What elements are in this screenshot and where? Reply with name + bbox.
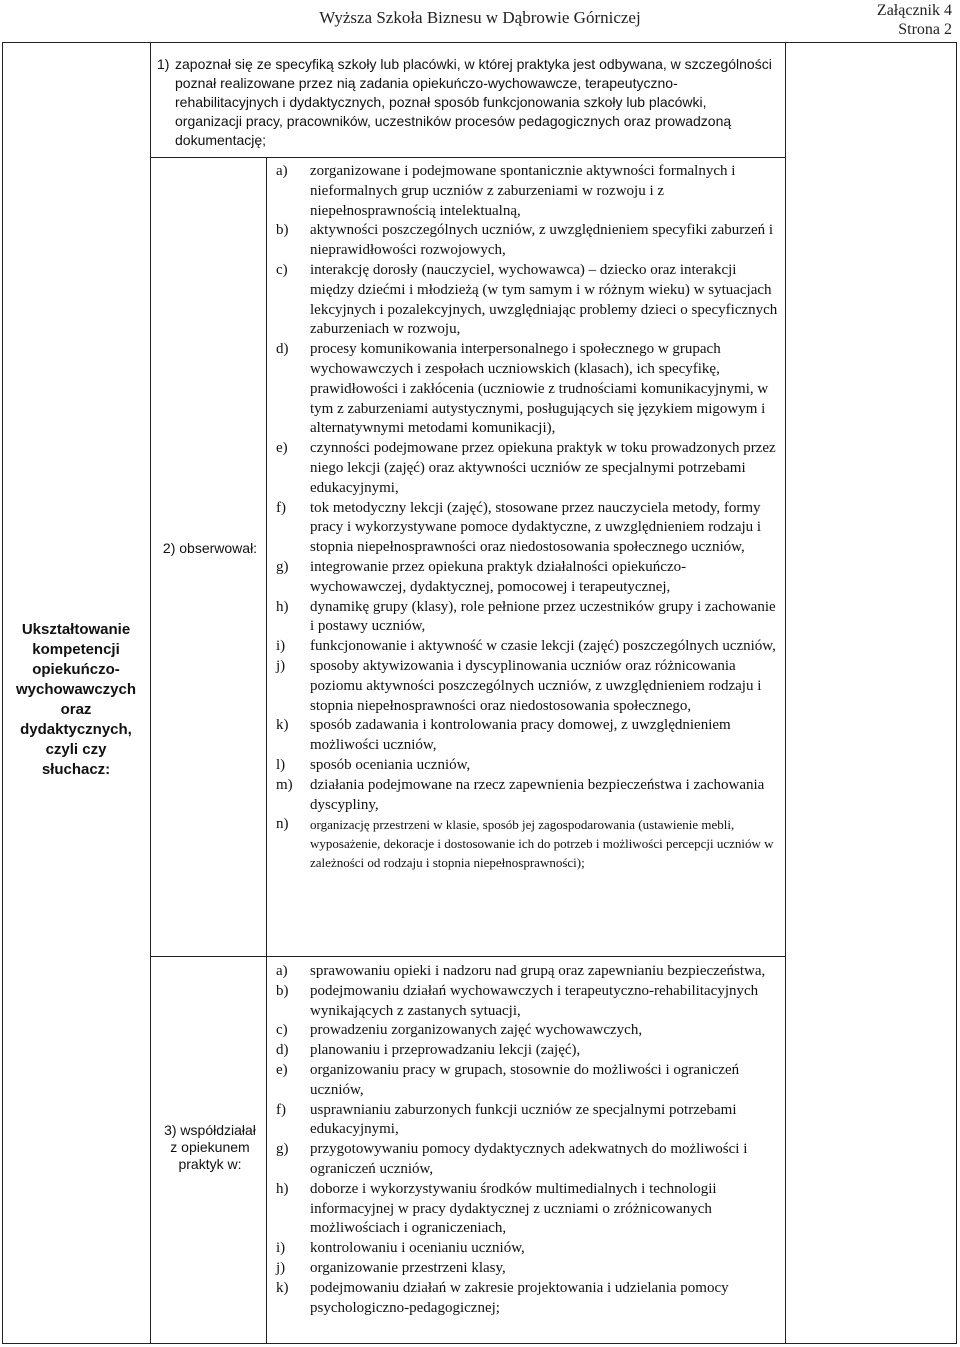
item-text: podejmowaniu działań wychowawczych i terapeutyczno-rehabilitacyjnych wynikających z zastanych sytuacji, — [310, 982, 759, 1019]
row-divider-1 — [150, 157, 786, 158]
page-info — [877, 1, 952, 39]
list-item — [276, 1279, 781, 1319]
item-text: organizowanie przestrzeni klasy, — [310, 1259, 506, 1276]
list-item — [276, 261, 781, 340]
item-text: funkcjonowanie i aktywność w czasie lekcji (zajęć) poszczególnych uczniów, — [310, 638, 776, 655]
item-text: procesy komunikowania interpersonalnego i społecznego w grupach wychowawczych i zespołach uczniowskich (klasach), ich specyfikę, prawidłowości i zakłócenia (uczniowie z trudnościami komunikacyjnymi, w tym z zaburzeniami autystycznymi, posługujących się językiem migowym i alternatywnymi metodami komunikacji), — [310, 341, 769, 437]
list-item — [276, 815, 781, 872]
item-letter: g) — [276, 1141, 289, 1158]
item-text: sprawowaniu opieki i nadzoru nad grupą oraz zapewnianiu bezpieczeństwa, — [310, 963, 766, 979]
item-text: interakcję dorosły (nauczyciel, wychowawca) – dziecko oraz interakcji między dziećmi i młodzieżą (w tym samym i w różnym wieku) w sytuacjach lekcyjnych i pozalekcyjnych, uwzględniając problemy dzieci o specyficznych zaburzeniach w rozwoju, — [310, 261, 778, 338]
competence-heading-line: Ukształtowanie — [21, 621, 131, 638]
item-letter: e) — [276, 440, 288, 457]
item-text: kontrolowaniu i ocenianiu uczniów, — [310, 1240, 525, 1257]
item-letter: m) — [276, 776, 293, 793]
item-letter: b) — [276, 222, 289, 239]
section-3-label-line: praktyk w: — [178, 1156, 242, 1172]
item-letter: k) — [276, 1279, 289, 1296]
item-letter: d) — [276, 341, 289, 358]
cooperation-list — [276, 962, 781, 1318]
point-1 — [157, 55, 777, 150]
list-item — [276, 657, 781, 716]
item-text: sposób zadawania i kontrolowania pracy domowej, z uwzględnieniem możliwości uczniów, — [310, 717, 731, 754]
item-letter: f) — [276, 1101, 286, 1118]
section-3-label-line: z opiekunem — [170, 1139, 250, 1155]
item-text: czynności podejmowane przez opiekuna praktyk w toku prowadzonych przez niego lekcji (zajęć) oraz aktywności uczniów ze specjalnymi potrzebami edukacyjnymi, — [310, 440, 776, 496]
attachment-label: Załącznik 4 — [876, 2, 952, 19]
list-item — [276, 1259, 781, 1279]
list-item — [276, 1239, 781, 1259]
competence-heading-line: opiekuńczo- — [32, 661, 120, 678]
item-letter: h) — [276, 1180, 289, 1197]
item-text: podejmowaniu działań w zakresie projektowania i udzielania pomocy psychologiczno-pedagogicznej; — [310, 1279, 729, 1316]
list-item — [276, 776, 781, 816]
list-item — [276, 1101, 781, 1141]
item-text: organizowaniu pracy w grupach, stosownie do możliwości i ograniczeń uczniów, — [310, 1061, 740, 1098]
item-letter: f) — [276, 499, 286, 516]
item-letter: i) — [276, 1240, 286, 1257]
table-border-left — [2, 42, 3, 1344]
item-text: integrowanie przez opiekuna praktyk działalności opiekuńczo-wychowawczej, dydaktycznej, pomocowej i terapeutycznej, — [310, 558, 687, 595]
item-letter: d) — [276, 1042, 289, 1059]
observation-list — [276, 162, 781, 872]
section-3-label — [155, 1122, 265, 1173]
item-text: aktywności poszczególnych uczniów, z uwzględnieniem specyfiki zaburzeń i nieprawidłowości rozwojowych, — [310, 222, 774, 259]
section-2-label: 2) obserwował: — [162, 540, 258, 556]
item-text: dynamikę grupy (klasy), role pełnione przez uczestników grupy i zachowanie i postawy uczniów, — [310, 598, 776, 635]
item-letter: l) — [276, 756, 286, 773]
competence-heading-line: oraz — [60, 701, 92, 718]
list-item — [276, 598, 781, 638]
list-item — [276, 1140, 781, 1180]
point-1-text: zapoznał się ze specyfiką szkoły lub placówki, w której praktyka jest odbywana, w szczególności poznał realizowane przez nią zadania opiekuńczo-wychowawcze, terapeutyczno-rehabilitacyjnych i dydaktycznych, poznał sposób funkcjonowania szkoły lub placówki, organizacji pracy, pracowników, uczestników procesów pedagogicznych oraz prowadzoną dokumentację; — [175, 56, 772, 148]
item-text: przygotowywaniu pomocy dydaktycznych adekwatnych do możliwości i ograniczeń uczniów, — [310, 1141, 748, 1177]
column-divider-1 — [150, 42, 151, 1344]
table-border-right — [956, 42, 957, 1344]
item-letter: g) — [276, 558, 289, 575]
list-item — [276, 1061, 781, 1101]
list-item — [276, 558, 781, 598]
competence-heading-line: słuchacz: — [41, 761, 111, 778]
item-letter: j) — [276, 1259, 286, 1276]
competence-heading-line: dydaktycznych, — [20, 721, 132, 738]
item-text: organizację przestrzeni w klasie, sposób jej zagospodarowania (ustawienie mebli, wyposażenie, dekoracje i dostosowanie ich do potrzeb i możliwości percepcji uczniów w zależności od rodzaju i stopnia niepełnosprawności); — [310, 817, 774, 871]
item-letter: h) — [276, 598, 289, 615]
item-letter: b) — [276, 982, 289, 999]
item-letter: j) — [276, 657, 286, 674]
list-item — [276, 716, 781, 756]
item-letter: n) — [276, 816, 289, 833]
item-letter: a) — [276, 963, 288, 979]
row-divider-2 — [150, 956, 786, 957]
item-text: zorganizowane i podejmowane spontanicznie aktywności formalnych i nieformalnych grup uczniów z zaburzeniami w rozwoju i z niepełnosprawnością intelektualną, — [310, 163, 736, 219]
competence-heading-line: kompetencji — [32, 641, 120, 658]
item-letter: i) — [276, 638, 286, 655]
item-letter: c) — [276, 1022, 288, 1039]
competence-heading-line: czyli czy — [45, 741, 107, 758]
list-item — [276, 756, 781, 776]
item-text: usprawnianiu zaburzonych funkcji uczniów ze specjalnymi potrzebami edukacyjnymi, — [310, 1101, 737, 1138]
column-divider-3 — [785, 42, 786, 1344]
item-text: sposoby aktywizowania i dyscyplinowania uczniów oraz różnicowania poziomu aktywności poszczególnych uczniów, z uwzględnieniem rodzaju i stopnia niepełnosprawności oraz niedostosowania społecznego, — [310, 657, 762, 714]
item-text: planowaniu i przeprowadzaniu lekcji (zajęć), — [310, 1042, 581, 1059]
table-border-bottom — [2, 1343, 957, 1344]
section-3-label-line: 3) współdziałał — [164, 1122, 256, 1138]
list-item — [276, 982, 781, 1022]
item-letter: c) — [276, 261, 288, 278]
column-divider-2 — [266, 157, 267, 1344]
page-number: Strona 2 — [898, 21, 952, 38]
item-letter: e) — [276, 1061, 288, 1078]
list-item — [276, 962, 781, 982]
list-item — [276, 637, 781, 657]
table-border-top — [2, 42, 957, 43]
list-item — [276, 162, 781, 221]
list-item — [276, 499, 781, 558]
list-item — [276, 439, 781, 498]
list-item — [276, 1041, 781, 1061]
item-letter: k) — [276, 717, 289, 734]
list-item — [276, 1180, 781, 1239]
item-text: sposób oceniania uczniów, — [310, 756, 471, 773]
list-item — [276, 1021, 781, 1041]
competence-heading-line: wychowawczych — [15, 681, 137, 698]
school-name: Wyższa Szkoła Biznesu w Dąbrowie Górniczej — [319, 8, 641, 27]
item-text: działania podejmowane na rzecz zapewnienia bezpieczeństwa i zachowania dyscypliny, — [310, 776, 765, 813]
item-text: doborze i wykorzystywaniu środków multimedialnych i technologii informacyjnej w pracy dydaktycznej z uczniami o zróżnicowanych możliwościach i ograniczeniach, — [310, 1180, 717, 1237]
competence-heading — [6, 620, 146, 780]
list-item — [276, 221, 781, 261]
item-text: tok metodyczny lekcji (zajęć), stosowane przez nauczyciela metody, formy pracy i wykorzystywane pomoce dydaktyczne, z uwzględnieniem rodzaju i stopnia niepełnosprawności oraz niedostosowania społecznego uczniów, — [310, 499, 762, 556]
point-1-number: 1) — [157, 56, 170, 72]
item-letter: a) — [276, 163, 288, 179]
list-item — [276, 340, 781, 439]
item-text: prowadzeniu zorganizowanych zajęć wychowawczych, — [310, 1022, 643, 1039]
